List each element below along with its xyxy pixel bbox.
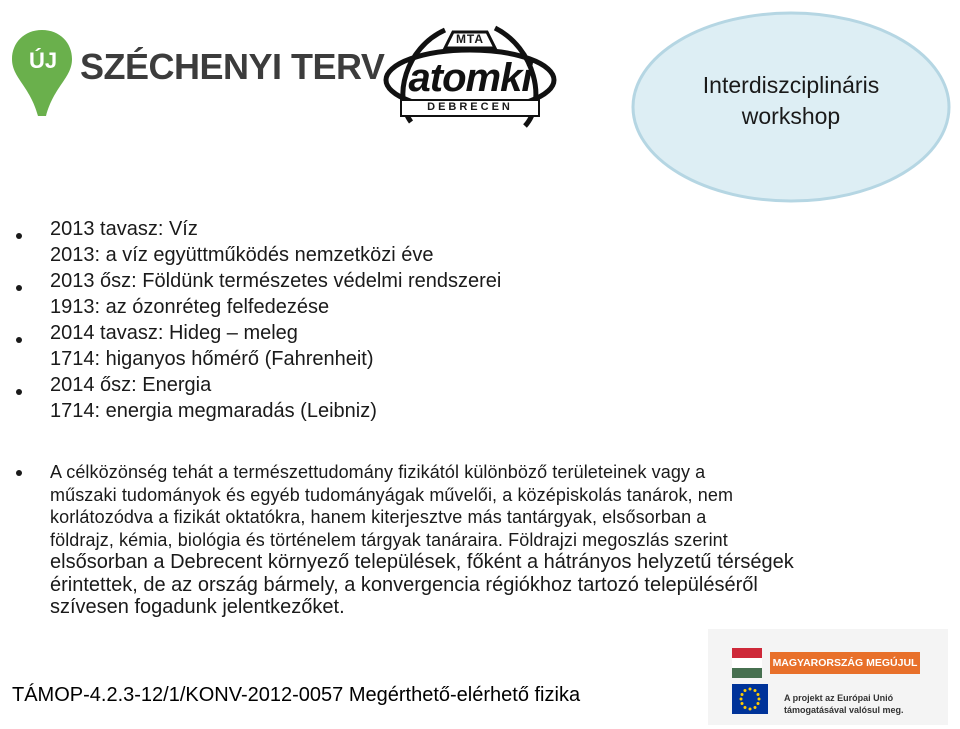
event-2-note: 1913: az ózonréteg felfedezése bbox=[50, 296, 330, 318]
bullet-icon bbox=[16, 233, 22, 239]
atomki-logo bbox=[375, 18, 565, 136]
bullet-icon bbox=[16, 285, 22, 291]
uj-letters: ÚJ bbox=[28, 48, 58, 73]
eu-support-line-2: támogatásával valósul meg. bbox=[784, 705, 904, 715]
magyarorszag-megujul-banner: MAGYARORSZÁG MEGÚJUL bbox=[770, 652, 920, 674]
map-pin-icon bbox=[8, 26, 78, 122]
eu-flag-icon bbox=[732, 684, 768, 714]
audience-paragraph bbox=[50, 461, 910, 619]
event-2-title: 2013 ősz: Földünk természetes védelmi rendszerei bbox=[50, 270, 502, 292]
szechenyi-terv-name: SZÉCHENYI TERV bbox=[80, 46, 385, 87]
paragraph-line-2: műszaki tudományok és egyéb tudományágak művelői, a középiskolás tanárok, nem bbox=[50, 484, 734, 505]
workshop-line-2: workshop bbox=[741, 103, 841, 129]
paragraph-line-1: A célközönség tehát a természettudomány fizikától különböző területeinek vagy a bbox=[50, 462, 706, 482]
bullet-icon bbox=[16, 389, 22, 395]
workshop-line-1: Interdiszciplináris bbox=[702, 72, 880, 98]
atomki-mta: MTA bbox=[455, 32, 485, 46]
atomki-wordmark: atomki bbox=[408, 56, 532, 100]
bullet-icon bbox=[16, 337, 22, 343]
event-3-title: 2014 tavasz: Hideg – meleg bbox=[50, 322, 298, 344]
atomki-debrecen: DEBRECEN bbox=[427, 101, 513, 113]
paragraph-line-4: földrajz, kémia, biológia és történelem tárgyak tanáraira. Földrajzi megoszlás szerint bbox=[50, 529, 728, 550]
paragraph-line-3: korlátozódva a fizikát oktatókra, hanem kiterjesztve más tantárgyak, elsősorban a bbox=[50, 507, 707, 527]
project-code: TÁMOP-4.2.3-12/1/KONV-2012-0057 Megérthető-elérhető fizika bbox=[12, 684, 581, 706]
event-4-title: 2014 ősz: Energia bbox=[50, 374, 212, 396]
eu-support-line-1: A projekt az Európai Unió bbox=[784, 693, 894, 703]
bullet-icon bbox=[16, 470, 22, 476]
workshop-title bbox=[650, 70, 932, 132]
paragraph-line-7: szívesen fogadunk jelentkezőket. bbox=[50, 596, 345, 618]
event-4-note: 1714: energia megmaradás (Leibniz) bbox=[50, 400, 377, 422]
paragraph-line-5: elsősorban a Debrecent környező települések, főként a hátrányos helyzetű térségek bbox=[50, 551, 794, 573]
event-1-title: 2013 tavasz: Víz bbox=[50, 218, 198, 240]
hungarian-flag-icon bbox=[732, 648, 762, 678]
event-3-note: 1714: higanyos hőmérő (Fahrenheit) bbox=[50, 348, 374, 370]
paragraph-line-6: érintettek, de az ország bármely, a konvergencia régiókhoz tartozó településéről bbox=[50, 573, 758, 596]
event-1-note: 2013: a víz együttműködés nemzetközi éve bbox=[50, 244, 434, 266]
